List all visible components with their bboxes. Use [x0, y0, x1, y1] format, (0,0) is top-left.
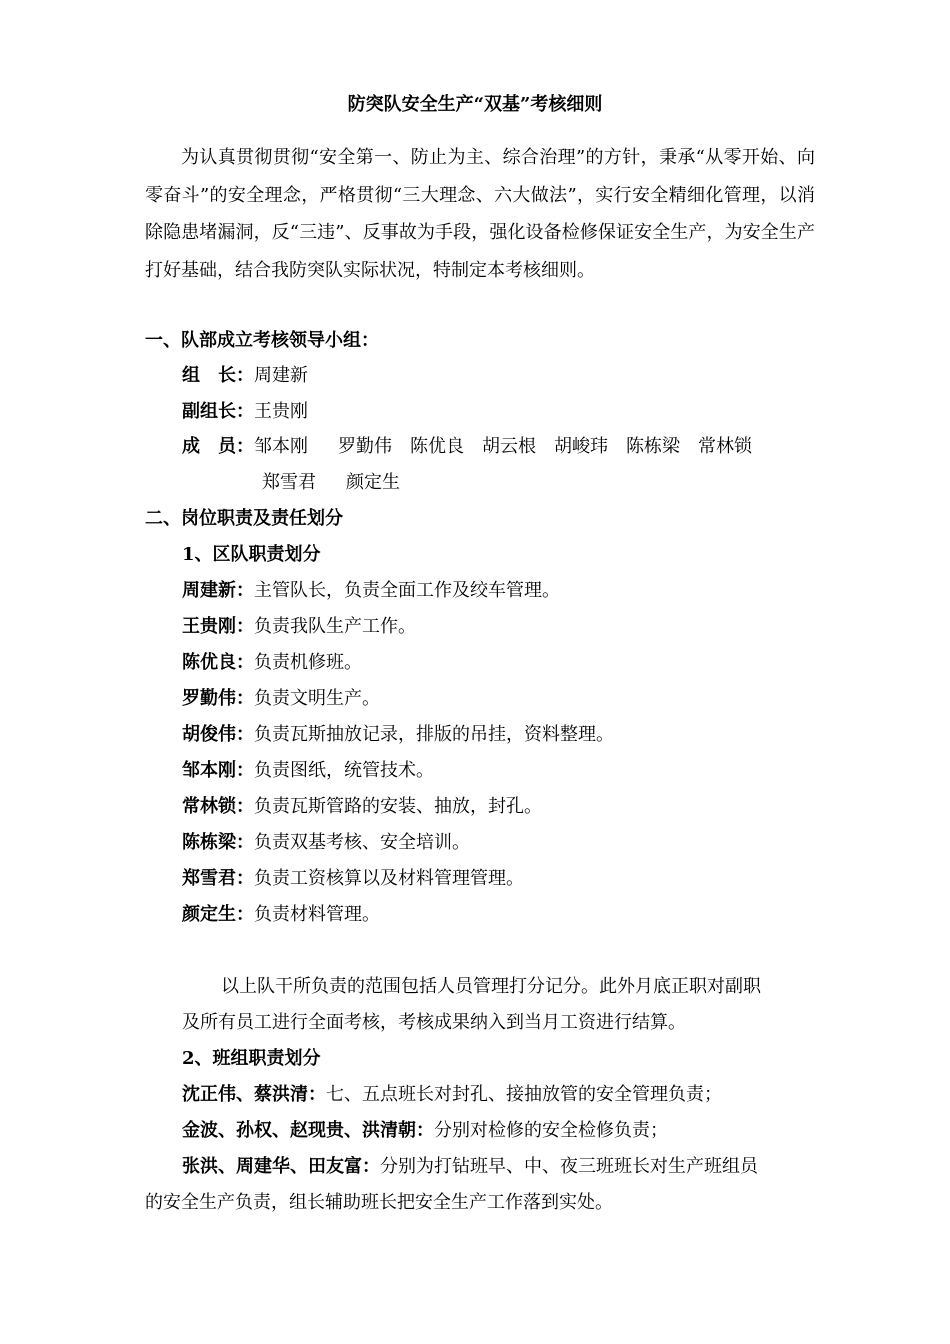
duty-row	[182, 866, 524, 892]
duty-row	[182, 614, 416, 640]
group-row-1	[182, 1082, 722, 1108]
group-names: 张洪、周建华、田友富：	[182, 1156, 380, 1177]
leader-label: 组 长：	[182, 365, 254, 386]
member-name: 罗勤伟	[338, 436, 392, 457]
members-row-1	[182, 434, 770, 460]
duty-name: 周建新：	[182, 580, 254, 601]
duty-text: 负责图纸，统管技术。	[254, 760, 434, 781]
member-name: 常林锁	[698, 436, 752, 457]
leader-row	[182, 363, 308, 389]
deputy-row	[182, 399, 308, 425]
group-names: 金波、孙权、赵现贵、洪清朝：	[182, 1120, 434, 1141]
duty-name: 陈优良：	[182, 652, 254, 673]
duty-row	[182, 578, 560, 604]
duty-row	[182, 686, 380, 712]
group-text: 分别为打钻班早、中、夜三班班长对生产班组员	[380, 1156, 758, 1177]
document-title: 防突队安全生产“双基”考核细则	[347, 94, 603, 115]
member-name: 郑雪君	[262, 472, 316, 493]
duty-name: 王贵刚：	[182, 616, 254, 637]
intro-paragraph	[145, 139, 815, 289]
duty-text: 主管队长，负责全面工作及绞车管理。	[254, 580, 560, 601]
duty-name: 胡俊伟：	[182, 724, 254, 745]
duty-row	[182, 722, 614, 748]
group-text: 分别对检修的安全检修负责；	[434, 1120, 668, 1141]
duty-text: 负责我队生产工作。	[254, 616, 416, 637]
members-row-2	[262, 470, 418, 496]
duty-name: 罗勤伟：	[182, 688, 254, 709]
duty-text: 负责瓦斯管路的安装、抽放，封孔。	[254, 796, 542, 817]
deputy-name: 王贵刚	[254, 401, 308, 422]
group-row-2	[182, 1118, 668, 1144]
duty-row	[182, 650, 362, 676]
duty-text: 负责工资核算以及材料管理管理。	[254, 868, 524, 889]
note-line-2: 及所有员工进行全面考核，考核成果纳入到当月工资进行结算。	[182, 1012, 686, 1033]
group-row-3-continued: 的安全生产负责，组长辅助班长把安全生产工作落到实处。	[145, 1192, 613, 1213]
duty-name: 常林锁：	[182, 796, 254, 817]
group-names: 沈正伟、蔡洪清：	[182, 1084, 326, 1105]
members-label: 成 员：	[182, 436, 254, 457]
duty-text: 负责机修班。	[254, 652, 362, 673]
duty-text: 负责瓦斯抽放记录，排版的吊挂，资料整理。	[254, 724, 614, 745]
duty-row	[182, 758, 434, 784]
duty-row	[182, 902, 380, 928]
duty-row	[182, 794, 542, 820]
section2-sub2: 2、班组职责划分	[182, 1048, 321, 1069]
deputy-label: 副组长：	[182, 401, 254, 422]
group-row-3	[182, 1154, 758, 1180]
duty-name: 颜定生：	[182, 904, 254, 925]
member-name: 邹本刚	[254, 436, 308, 457]
intro-text: 为认真贯彻贯彻“安全第一、防止为主、综合治理”的方针，秉承“从零开始、向零奋斗”的安全理念，严格贯彻“三大理念、六大做法”，实行安全精细化管理，以消除隐患堵漏洞，反“三违”、反事故为手段，强化设备检修保证安全生产，为安全生产打好基础，结合我防突队实际状况，特制定本考核细则。	[145, 147, 815, 281]
group-text: 七、五点班长对封孔、接抽放管的安全管理负责；	[326, 1084, 722, 1105]
duty-name: 邹本刚：	[182, 760, 254, 781]
member-name: 胡峻玮	[554, 436, 608, 457]
duty-text: 负责文明生产。	[254, 688, 380, 709]
note-line-1: 以上队干所负责的范围包括人员管理打分记分。此外月底正职对副职	[221, 976, 761, 997]
duty-row	[182, 830, 470, 856]
duty-text: 负责材料管理。	[254, 904, 380, 925]
duty-text: 负责双基考核、安全培训。	[254, 832, 470, 853]
member-name: 胡云根	[482, 436, 536, 457]
section2-sub1: 1、区队职责划分	[182, 544, 321, 565]
member-name: 陈栋梁	[626, 436, 680, 457]
section1-heading: 一、队部成立考核领导小组：	[145, 330, 379, 351]
section2-heading: 二、岗位职责及责任划分	[145, 508, 343, 529]
member-name: 陈优良	[410, 436, 464, 457]
duty-name: 郑雪君：	[182, 868, 254, 889]
leader-name: 周建新	[254, 365, 308, 386]
member-name: 颜定生	[346, 472, 400, 493]
duty-name: 陈栋梁：	[182, 832, 254, 853]
